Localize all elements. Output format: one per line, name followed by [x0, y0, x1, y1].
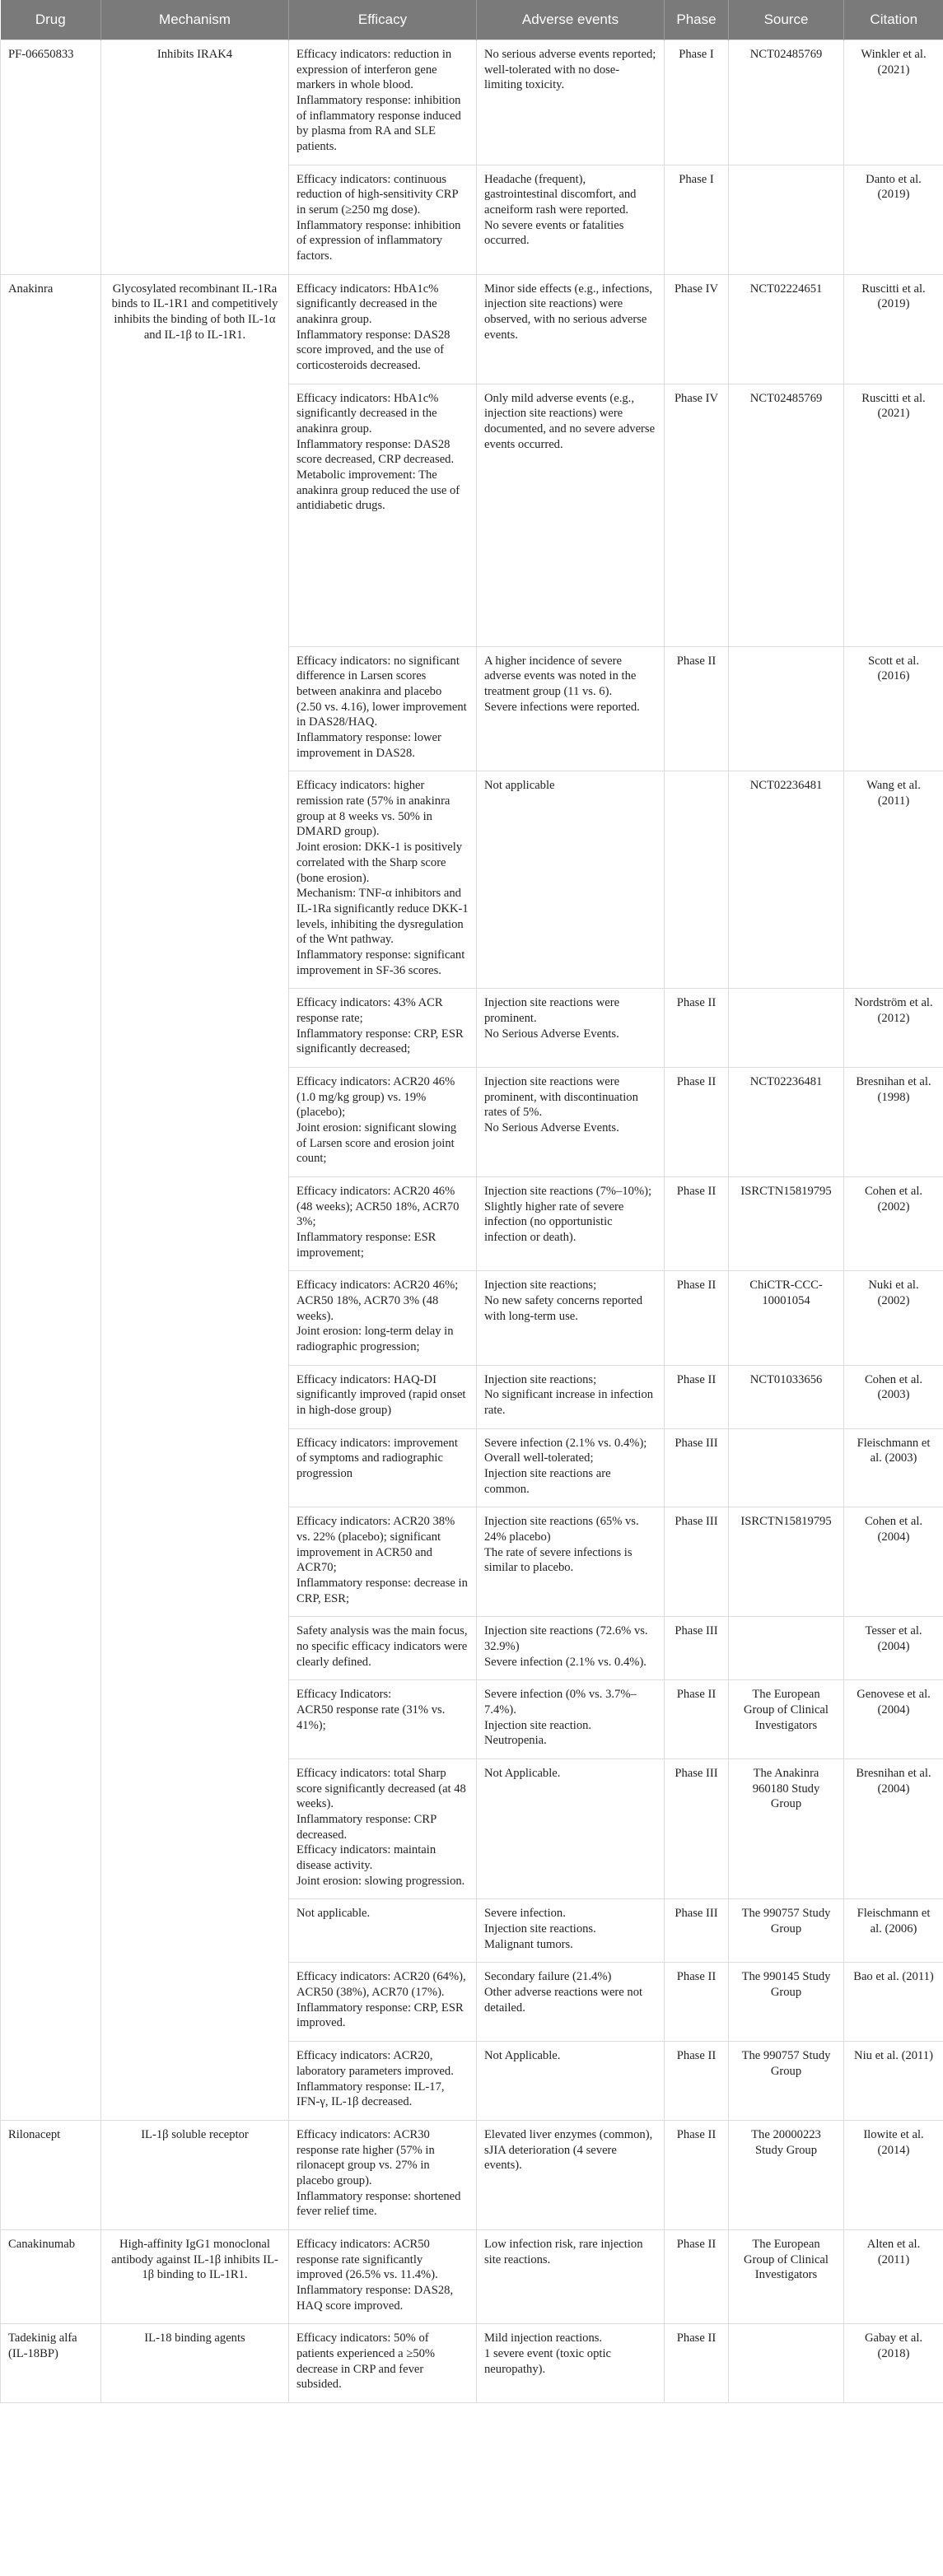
efficacy-line: Inflammatory response: decrease in CRP, ESR; [296, 1577, 468, 1605]
citation-cell: Genovese et al. (2004) [844, 1680, 943, 1759]
phase-cell: Phase III [665, 1759, 729, 1899]
citation-cell: Scott et al. (2016) [844, 646, 943, 771]
efficacy-line: Efficacy indicators: HbA1c% significantly decreased in the anakinra group. [296, 282, 439, 327]
adverse-event-line: A higher incidence of severe adverse events was noted in the treatment group (11 vs. 6). [484, 654, 637, 699]
efficacy-line: Efficacy indicators: 43% ACR response rate; [296, 996, 443, 1025]
citation-cell: Ruscitti et al. (2021) [844, 384, 943, 646]
header-citation: Citation [844, 0, 943, 40]
efficacy-cell [289, 1899, 477, 1963]
adverse-events-cell [477, 1365, 665, 1428]
adverse-events-cell [477, 771, 665, 989]
adverse-events-cell [477, 1759, 665, 1899]
citation-cell: Nuki et al. (2002) [844, 1271, 943, 1365]
source-cell: The European Group of Clinical Investigators [729, 2229, 844, 2323]
efficacy-cell [289, 274, 477, 384]
efficacy-line: Efficacy indicators: ACR30 response rate higher (57% in rilonacept group vs. 27% in placebo group). [296, 2127, 435, 2187]
efficacy-line: Efficacy indicators: total Sharp score significantly decreased (at 48 weeks). [296, 1767, 466, 1811]
adverse-event-line: Not applicable [484, 779, 555, 793]
citation-cell: Niu et al. (2011) [844, 2042, 943, 2121]
adverse-events-cell [477, 989, 665, 1068]
adverse-events-cell [477, 1899, 665, 1963]
adverse-event-line: Headache (frequent), gastrointestinal discomfort, and acneiform rash were reported. [484, 172, 637, 217]
adverse-event-line: No Serious Adverse Events. [484, 1120, 619, 1134]
mechanism-cell: Glycosylated recombinant IL-1Ra binds to IL-1R1 and competitively inhibits the binding of both IL-1α and IL-1β to IL-1R1. [101, 274, 289, 2120]
efficacy-cell [289, 1617, 477, 1680]
efficacy-cell [289, 2120, 477, 2229]
table-row [1, 274, 943, 384]
adverse-event-line: Severe infection (2.1% vs. 0.4%); [484, 1436, 647, 1450]
adverse-event-line: No new safety concerns reported with long-term use. [484, 1293, 643, 1323]
citation-cell: Danto et al. (2019) [844, 165, 943, 274]
adverse-event-line: Elevated liver enzymes (common), sJIA deterioration (4 severe events). [484, 2127, 653, 2173]
adverse-events-cell [477, 40, 665, 165]
table-header [1, 0, 943, 40]
adverse-event-line: Minor side effects (e.g., infections, injection site reactions) were observed, with no serious adverse events. [484, 282, 652, 342]
citation-cell: Gabay et al. (2018) [844, 2324, 943, 2403]
efficacy-line: ACR50 response rate (31% vs. 41%); [296, 1703, 446, 1732]
efficacy-line: Metabolic improvement: The anakinra group reduced the use of antidiabetic drugs. [296, 468, 460, 513]
header-row [1, 0, 943, 40]
phase-cell [665, 771, 729, 989]
efficacy-line: Inflammatory response: lower improvement in DAS28. [296, 731, 441, 760]
adverse-event-line: Injection site reactions. [484, 1922, 596, 1936]
efficacy-line: Efficacy indicators: higher remission rate (57% in anakinra group at 8 weeks vs. 50% in DMARD group). [296, 779, 450, 839]
phase-cell: Phase II [665, 1067, 729, 1176]
adverse-event-line: 1 severe event (toxic optic neuropathy). [484, 2346, 611, 2376]
header-adverse-events: Adverse events [477, 0, 665, 40]
adverse-events-cell [477, 1176, 665, 1270]
mechanism-cell: IL-18 binding agents [101, 2324, 289, 2403]
efficacy-line: Inflammatory response: CRP decreased. [296, 1813, 436, 1842]
phase-cell: Phase II [665, 2229, 729, 2323]
header-phase: Phase [665, 0, 729, 40]
efficacy-line: Joint erosion: long-term delay in radiographic progression; [296, 1325, 454, 1353]
phase-cell: Phase II [665, 1365, 729, 1428]
drug-name-cell: Tadekinig alfa (IL-18BP) [1, 2324, 101, 2403]
adverse-event-line: Injection site reactions (7%–10%); [484, 1184, 652, 1198]
phase-cell: Phase II [665, 646, 729, 771]
efficacy-cell [289, 1963, 477, 2042]
adverse-event-line: Neutropenia. [484, 1734, 547, 1748]
adverse-events-cell [477, 2324, 665, 2403]
drug-name-cell: Canakinumab [1, 2229, 101, 2323]
source-cell: ChiCTR-CCC-10001054 [729, 1271, 844, 1365]
phase-cell: Phase IV [665, 384, 729, 646]
header-mechanism: Mechanism [101, 0, 289, 40]
adverse-events-cell [477, 2120, 665, 2229]
adverse-events-cell [477, 2042, 665, 2121]
mechanism-cell: High-affinity IgG1 monoclonal antibody against IL-1β inhibits IL-1β binding to IL-1R1. [101, 2229, 289, 2323]
efficacy-line: Joint erosion: DKK-1 is positively correlated with the Sharp score (bone erosion). [296, 841, 463, 885]
efficacy-line: Inflammatory response: DAS28 score decreased, CRP decreased. [296, 437, 455, 467]
adverse-events-cell [477, 1428, 665, 1507]
efficacy-line: Efficacy indicators: HbA1c% significantly decreased in the anakinra group. [296, 391, 439, 436]
source-cell: NCT02485769 [729, 40, 844, 165]
efficacy-cell [289, 40, 477, 165]
efficacy-line: Inflammatory response: CRP, ESR improved. [296, 2001, 464, 2030]
efficacy-line: Efficacy indicators: continuous reduction of high-sensitivity CRP in serum (≥250 mg dose). [296, 172, 459, 217]
adverse-event-line: Injection site reactions were prominent, with discontinuation rates of 5%. [484, 1074, 638, 1120]
adverse-event-line: No significant increase in infection rate. [484, 1388, 654, 1417]
efficacy-line: Efficacy indicators: improvement of symptoms and radiographic progression [296, 1436, 458, 1480]
adverse-event-line: Injection site reactions; [484, 1279, 597, 1293]
adverse-events-cell [477, 1963, 665, 2042]
drug-name-cell: Anakinra [1, 274, 101, 2120]
adverse-event-line: Severe infection (0% vs. 3.7%–7.4%). [484, 1688, 637, 1717]
source-cell: NCT02485769 [729, 384, 844, 646]
header-efficacy: Efficacy [289, 0, 477, 40]
adverse-event-line: Severe infections were reported. [484, 700, 640, 714]
source-cell [729, 646, 844, 771]
efficacy-cell [289, 1365, 477, 1428]
citation-cell: Fleischmann et al. (2003) [844, 1428, 943, 1507]
adverse-event-line: Slightly higher rate of severe infection (no opportunistic infection or death). [484, 1199, 624, 1244]
phase-cell: Phase I [665, 40, 729, 165]
citation-cell: Cohen et al. (2004) [844, 1507, 943, 1617]
adverse-event-line: Mild injection reactions. [484, 2331, 603, 2345]
mechanism-cell: IL-1β soluble receptor [101, 2120, 289, 2229]
adverse-events-cell [477, 274, 665, 384]
efficacy-cell [289, 989, 477, 1068]
table-row [1, 2324, 943, 2403]
source-cell: NCT01033656 [729, 1365, 844, 1428]
efficacy-line: Efficacy indicators: HAQ-DI significantly improved (rapid onset in high-dose group) [296, 1372, 466, 1417]
phase-cell: Phase IV [665, 274, 729, 384]
adverse-event-line: Secondary failure (21.4%) [484, 1970, 612, 1984]
efficacy-line: Efficacy indicators: ACR50 response rate significantly improved (26.5% vs. 11.4%). [296, 2237, 438, 2282]
citation-cell: Bao et al. (2011) [844, 1963, 943, 2042]
source-cell: The Anakinra 960180 Study Group [729, 1759, 844, 1899]
header-source: Source [729, 0, 844, 40]
citation-cell: Nordström et al. (2012) [844, 989, 943, 1068]
adverse-event-line: Malignant tumors. [484, 1937, 573, 1951]
drug-name-cell: Rilonacept [1, 2120, 101, 2229]
efficacy-line: Efficacy indicators: ACR20 46% (1.0 mg/kg group) vs. 19% (placebo); [296, 1074, 455, 1120]
efficacy-line: Efficacy indicators: 50% of patients experienced a ≥50% decrease in CRP and fever subsided. [296, 2331, 436, 2392]
efficacy-cell [289, 1507, 477, 1617]
adverse-events-cell [477, 1067, 665, 1176]
source-cell: ISRCTN15819795 [729, 1176, 844, 1270]
mechanism-cell: Inhibits IRAK4 [101, 40, 289, 275]
source-cell: NCT02236481 [729, 771, 844, 989]
phase-cell: Phase II [665, 2042, 729, 2121]
adverse-event-line: Injection site reactions; [484, 1372, 597, 1386]
adverse-events-cell [477, 2229, 665, 2323]
source-cell [729, 1428, 844, 1507]
citation-cell: Wang et al. (2011) [844, 771, 943, 989]
adverse-event-line: No serious adverse events reported; well-tolerated with no dose-limiting toxicity. [484, 48, 656, 92]
phase-cell: Phase II [665, 1680, 729, 1759]
table-row [1, 2120, 943, 2229]
efficacy-line: Inflammatory response: ESR improvement; [296, 1230, 436, 1260]
efficacy-cell [289, 1428, 477, 1507]
adverse-events-cell [477, 165, 665, 274]
phase-cell: Phase III [665, 1428, 729, 1507]
phase-cell: Phase III [665, 1899, 729, 1963]
efficacy-line: Joint erosion: significant slowing of Larsen score and erosion joint count; [296, 1120, 457, 1166]
adverse-event-line: Overall well-tolerated; [484, 1451, 594, 1465]
adverse-event-line: Injection site reactions were prominent. [484, 996, 620, 1025]
adverse-event-line: The rate of severe infections is similar to placebo. [484, 1545, 633, 1575]
phase-cell: Phase III [665, 1507, 729, 1617]
adverse-event-line: Injection site reactions (65% vs. 24% placebo) [484, 1515, 639, 1544]
efficacy-line: Joint erosion: slowing progression. [296, 1874, 465, 1888]
efficacy-cell [289, 2229, 477, 2323]
source-cell: NCT02224651 [729, 274, 844, 384]
adverse-events-cell [477, 1271, 665, 1365]
table-body [1, 40, 943, 2403]
efficacy-line: Inflammatory response: inhibition of inflammatory response induced by plasma from RA and SLE patients. [296, 94, 461, 154]
adverse-event-line: Severe infection. [484, 1907, 566, 1921]
efficacy-line: Efficacy Indicators: [296, 1688, 392, 1702]
efficacy-line: Efficacy indicators: ACR20, laboratory parameters improved. [296, 2049, 454, 2078]
adverse-events-cell [477, 384, 665, 646]
adverse-event-line: Low infection risk, rare injection site reactions. [484, 2237, 643, 2266]
phase-cell: Phase II [665, 989, 729, 1068]
efficacy-line: Inflammatory response: DAS28, HAQ score improved. [296, 2283, 454, 2313]
efficacy-line: Inflammatory response: DAS28 score improved, and the use of corticosteroids decreased. [296, 328, 450, 373]
efficacy-line: Not applicable. [296, 1907, 371, 1921]
efficacy-line: Efficacy indicators: ACR20 46% (48 weeks); ACR50 18%, ACR70 3%; [296, 1184, 460, 1229]
phase-cell: Phase III [665, 1617, 729, 1680]
source-cell: The European Group of Clinical Investigators [729, 1680, 844, 1759]
source-cell: The 990757 Study Group [729, 2042, 844, 2121]
adverse-event-line: Injection site reactions are common. [484, 1467, 611, 1496]
efficacy-line: Mechanism: TNF-α inhibitors and IL-1Ra significantly reduce DKK-1 levels, inhibiting the dysregulation of the Wnt pathway. [296, 887, 469, 947]
adverse-event-line: Not Applicable. [484, 2049, 561, 2063]
efficacy-line: Efficacy indicators: ACR20 (64%), ACR50 (38%), ACR70 (17%). [296, 1970, 466, 2000]
efficacy-line: Efficacy indicators: maintain disease activity. [296, 1843, 436, 1873]
adverse-event-line: Other adverse reactions were not detailed. [484, 1986, 643, 2015]
source-cell: The 20000223 Study Group [729, 2120, 844, 2229]
citation-cell: Cohen et al. (2003) [844, 1365, 943, 1428]
efficacy-cell [289, 2324, 477, 2403]
adverse-event-line: Severe infection (2.1% vs. 0.4%). [484, 1655, 647, 1669]
source-cell [729, 989, 844, 1068]
citation-cell: Cohen et al. (2002) [844, 1176, 943, 1270]
adverse-event-line: Only mild adverse events (e.g., injection site reactions) were documented, and no severe adverse events occurred. [484, 391, 656, 451]
phase-cell: Phase I [665, 165, 729, 274]
phase-cell: Phase II [665, 2120, 729, 2229]
source-cell [729, 165, 844, 274]
adverse-event-line: No severe events or fatalities occurred. [484, 218, 624, 248]
efficacy-cell [289, 771, 477, 989]
table-row [1, 2229, 943, 2323]
efficacy-line: Inflammatory response: CRP, ESR significantly decreased; [296, 1027, 464, 1056]
source-cell: NCT02236481 [729, 1067, 844, 1176]
adverse-event-line: Injection site reactions (72.6% vs. 32.9%) [484, 1624, 648, 1654]
phase-cell: Phase II [665, 2324, 729, 2403]
citation-cell: Bresnihan et al. (1998) [844, 1067, 943, 1176]
efficacy-line: Inflammatory response: significant improvement in SF-36 scores. [296, 948, 465, 977]
table-row [1, 40, 943, 165]
efficacy-line: Efficacy indicators: no significant difference in Larsen scores between anakinra and placebo (2.50 vs. 4.16), lower improvement in DAS28/HAQ. [296, 654, 467, 729]
efficacy-line: Safety analysis was the main focus, no specific efficacy indicators were clearly defined. [296, 1624, 468, 1669]
efficacy-cell [289, 1759, 477, 1899]
efficacy-cell [289, 1067, 477, 1176]
drug-name-cell: PF-06650833 [1, 40, 101, 275]
phase-cell: Phase II [665, 1271, 729, 1365]
efficacy-cell [289, 165, 477, 274]
adverse-event-line: Injection site reaction. [484, 1718, 592, 1732]
header-drug: Drug [1, 0, 101, 40]
source-cell: The 990757 Study Group [729, 1899, 844, 1963]
efficacy-line: Efficacy indicators: reduction in expression of interferon gene markers in whole blood. [296, 48, 452, 92]
adverse-event-line: No Serious Adverse Events. [484, 1027, 619, 1041]
citation-cell: Winkler et al. (2021) [844, 40, 943, 165]
efficacy-line: Efficacy indicators: ACR20 38% vs. 22% (placebo); significant improvement in ACR50 and ACR70; [296, 1515, 455, 1575]
source-cell [729, 2324, 844, 2403]
efficacy-line: Inflammatory response: IL-17, IFN-γ, IL-1β decreased. [296, 2080, 445, 2109]
efficacy-line: Inflammatory response: inhibition of expression of inflammatory factors. [296, 218, 461, 263]
citation-cell: Tesser et al. (2004) [844, 1617, 943, 1680]
adverse-event-line: Not Applicable. [484, 1767, 561, 1781]
citation-cell: Bresnihan et al. (2004) [844, 1759, 943, 1899]
citation-cell: Alten et al. (2011) [844, 2229, 943, 2323]
efficacy-cell [289, 646, 477, 771]
efficacy-line: Inflammatory response: shortened fever relief time. [296, 2189, 461, 2219]
adverse-events-cell [477, 1507, 665, 1617]
phase-cell: Phase II [665, 1963, 729, 2042]
efficacy-cell [289, 384, 477, 646]
adverse-events-cell [477, 1617, 665, 1680]
source-cell [729, 1617, 844, 1680]
citation-cell: Fleischmann et al. (2006) [844, 1899, 943, 1963]
source-cell: ISRCTN15819795 [729, 1507, 844, 1617]
efficacy-cell [289, 2042, 477, 2121]
source-cell: The 990145 Study Group [729, 1963, 844, 2042]
efficacy-cell [289, 1680, 477, 1759]
citation-cell: Ilowite et al. (2014) [844, 2120, 943, 2229]
citation-cell: Ruscitti et al. (2019) [844, 274, 943, 384]
adverse-events-cell [477, 646, 665, 771]
efficacy-line: Efficacy indicators: ACR20 46%; ACR50 18%, ACR70 3% (48 weeks). [296, 1279, 459, 1323]
efficacy-cell [289, 1176, 477, 1270]
efficacy-cell [289, 1271, 477, 1365]
phase-cell: Phase II [665, 1176, 729, 1270]
adverse-events-cell [477, 1680, 665, 1759]
